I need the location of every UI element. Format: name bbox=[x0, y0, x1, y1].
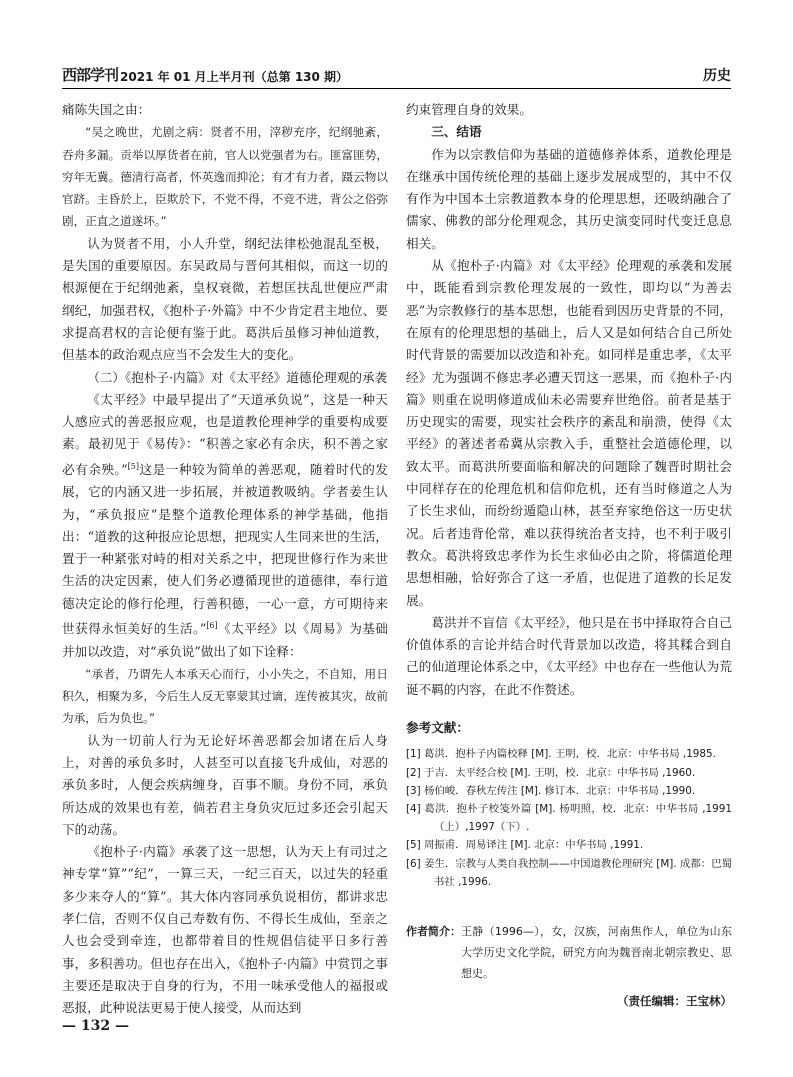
block-quote: “承者，乃谓先人本承天心而行，小小失之，不自知，用日积久，相聚为多，今后生人反无辜蒙其过谪，连传被其灾，故前为承，后为负也。” bbox=[62, 666, 388, 726]
reference-item: [3] 杨伯峻．春秋左传注 [M]. 修订本．北京：中华书局 ,1990. bbox=[406, 784, 696, 797]
section-heading: 三、结语 bbox=[431, 124, 482, 140]
author-bio-text: 王静（1996—），女，汉族，河南焦作人，单位为山东大学历史文化学院，研究方向为魏晋南北朝宗教史、思想史。 bbox=[461, 924, 732, 980]
reference-item: [4] 葛洪．抱朴子校笺外篇 [M]. 杨明照，校．北京：中华书局 ,1991（上）,1997（下）. bbox=[406, 802, 732, 834]
paragraph bbox=[62, 389, 388, 663]
author-bio bbox=[406, 921, 732, 984]
citation: [6] bbox=[206, 621, 218, 631]
block-quote: “吴之晚世，尤剧之病：贤者不用，滓秽充序，纪纲驰紊，吞舟多漏。贡举以厚货者在前，官人以党强者为右。匪富匪势，穷年无冀。德清行高者，怀英逸而抑沦；有才有力者，蹑云物以官跻。主昏於上，臣欺於下，不党不得，不竞不进，背公之俗弥剧，正直之道遂坏。” bbox=[62, 125, 388, 229]
paragraph: 葛洪并不盲信《太平经》，他只是在书中择取符合自己价值体系的言论并结合时代背景加以改造，将其糅合到自己的仙道理论体系之中，《太平经》中也存在一些他认为荒诞不羁的内容，在此不作赘述。 bbox=[406, 614, 732, 697]
page-number: — 132 — bbox=[62, 1018, 129, 1034]
text: 这是一种较为简单的善恶观，随着时代的发展，它的内涵又进一步拓展，并被道教吸纳。学者姜生认为，“承负报应”是整个道教伦理体系的神学基础，他指出：“道教的这种报应论思想，把现实人生同来世的生活，置于一种紧张对峙的相对关系之中，把现世修行作为来世生活的决定因素，使人们务必遵循现世的道德律，奉行道德决定论的修行伦理，行善积德，一心一意，方可期待来世获得永恒美好的生活。” bbox=[62, 461, 389, 637]
paragraph: 痛陈失国之由： bbox=[62, 102, 151, 117]
reference-item: [6] 姜生．宗教与人类自我控制——中国道教伦理研究 [M]. 成都：巴蜀书社 ,1996. bbox=[406, 857, 732, 888]
paragraph: 认为一切前人行为无论好坏善恶都会加诸在后人身上，对善的承负多时，人甚至可以直接飞升成仙，对恶的承负多时，人便会疾病缠身，百事不顺。身份不同，承负所达成的效果也有差，倘若君主身负灾厄过多还会引起天下的动荡。 bbox=[62, 732, 388, 837]
reference-item: [2] 于吉．太平经合校 [M]. 王明，校．北京：中华书局 ,1960. bbox=[406, 766, 696, 779]
page-header bbox=[62, 59, 731, 89]
citation: [5] bbox=[127, 461, 140, 471]
issue-info: 2021 年 01 月上半月刊（总第 130 期） bbox=[120, 70, 349, 84]
text: 《太平经》中最早提出了“天道承负说”，这是一种天人感应式的善恶报应观，也是道教伦理神学的重要构成要素。最初见于《易传》：“积善之家必有余庆，积不善之家必有余殃。” bbox=[62, 391, 388, 477]
paragraph: 《抱朴子·内篇》承袭了这一思想，认为天上有司过之神专掌“算”“纪”，一算三天，一纪三百天，以过失的轻重多少来夺人的“算”。其大体内容同承负说相仿，都讲求忠孝仁信，否则不仅自己寿数有伤、不得长生成仙，至亲之人也会受到牵连，也都带着目的性规倡信徒平日多行善事，多积善功。但也存在出入，《抱朴子·内篇》中赏罚之事主要还是取决于自身的行为，不用一味承受他人的福报或恶报，此种说法更易于使人接受，从而达到 bbox=[62, 844, 388, 1016]
paragraph: 约束管理自身的效果。 bbox=[406, 102, 532, 117]
author-bio-label: 作者简介： bbox=[406, 924, 461, 938]
reference-item: [1] 葛洪．抱朴子内篇校释 [M]. 王明，校．北京：中华书局 ,1985. bbox=[406, 748, 716, 761]
paragraph: 作为以宗教信仰为基础的道德修养体系，道教伦理是在继承中国传统伦理的基础上逐步发展成型的，其中不仅有作为中国本土宗教道教本身的伦理思想，还吸纳融合了儒家、佛教的部分伦理观念，其历史演变同时代变迁息息相关。 bbox=[406, 146, 732, 251]
paragraph: 从《抱朴子·内篇》对《太平经》伦理观的承袭和发展中，既能看到宗教伦理发展的一致性，即均以“为善去恶”为宗教修行的基本思想，也能看到因历史背景的不同，在原有的伦理思想的基础上，后人又是如何结合自己所处时代背景的需要加以改造和补充。如同样是重忠孝，《太平经》尤为强调不修忠孝必遭天罚这一恶果，而《抱朴子·内篇》则重在说明修道成仙未必需要弃世绝俗。前者是基于历史现实的需要，现实社会秩序的紊乱和崩溃，使得《太平经》的著述者希冀从宗教入手，重整社会道德伦理，以致太平。而葛洪所要面临和解决的问题除了魏晋时期社会中同样存在的伦理危机和信仰危机，还有当时修道之人为了长生求仙，而纷纷遁隐山林，甚至弃家绝俗这一历史状况。后者违背伦常，难以获得统治者支持，也不利于吸引教众。葛洪将致忠孝作为长生求仙必由之阶，将儒道伦理思想相融，恰好弥合了这一矛盾，也促进了道教的长足发展。 bbox=[406, 258, 732, 608]
reference-item: [5] 周振甫．周易译注 [M]. 北京：中华书局 ,1991. bbox=[406, 839, 644, 852]
section-label: 历史 bbox=[703, 68, 731, 84]
left-column bbox=[62, 99, 388, 1020]
references-list bbox=[406, 745, 732, 891]
paragraph: 认为贤者不用，小人升堂，纲纪法律松弛混乱至极，是失国的重要原因。东吴政局与晋何其相似，而这一切的根源便在于纪纲弛紊，皇权衰微，若想匡扶乱世便应严肃纲纪，加强君权，《抱朴子·外篇》中不少肯定君主地位、要求提高君权的言论便有鉴于此。葛洪后虽修习神仙道教，但基本的政治观点应当不会发生大的变化。 bbox=[62, 235, 388, 363]
journal-logo: 西部学刊 bbox=[62, 66, 119, 84]
responsible-editor: （责任编辑：王宝林） bbox=[617, 993, 732, 1008]
section-subheading: （二）《抱朴子·内篇》对《太平经》道德伦理观的承袭 bbox=[87, 369, 388, 385]
text: 《太平经》以《周易》为基础并加以改造，对“承负说”做出了如下诠释： bbox=[62, 621, 389, 659]
references-title: 参考文献： bbox=[406, 720, 469, 736]
right-column bbox=[406, 99, 732, 1012]
